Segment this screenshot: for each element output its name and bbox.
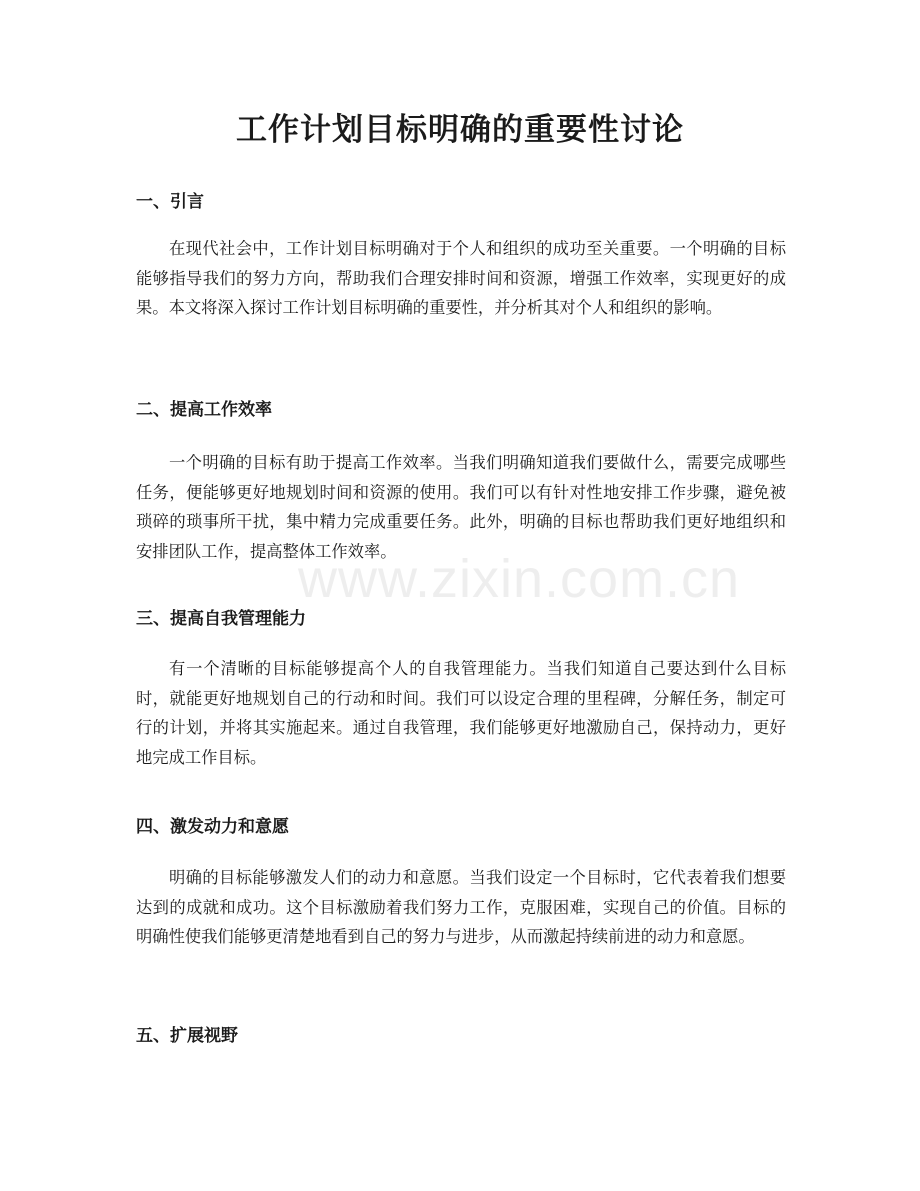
watermark: www.zixin.com.cn xyxy=(298,549,741,609)
section-heading-self-management: 三、提高自我管理能力 xyxy=(136,609,306,629)
section-paragraph-introduction: 在现代社会中，工作计划目标明确对于个人和组织的成功至关重要。一个明确的目标能够指导我们的努力方向，帮助我们合理安排时间和资源，增强工作效率，实现更好的成果。本文将深入探讨工作计划目标明确的重要性，并分析其对个人和组织的影响。 xyxy=(136,239,786,317)
document-title: 工作计划目标明确的重要性讨论 xyxy=(236,112,684,148)
section-paragraph-motivation: 明确的目标能够激发人们的动力和意愿。当我们设定一个目标时，它代表着我们想要达到的成就和成功。这个目标激励着我们努力工作，克服困难，实现自己的价值。目标的明确性使我们能够更清楚地看到自己的努力与进步，从而激起持续前进的动力和意愿。 xyxy=(136,868,786,946)
section-heading-efficiency: 二、提高工作效率 xyxy=(136,400,272,420)
section-paragraph-efficiency: 一个明确的目标有助于提高工作效率。当我们明确知道我们要做什么，需要完成哪些任务，便能够更好地规划时间和资源的使用。我们可以有针对性地安排工作步骤，避免被琐碎的琐事所干扰，集中精力完成重要任务。此外，明确的目标也帮助我们更好地组织和安排团队工作，提高整体工作效率。 xyxy=(136,453,786,561)
section-heading-motivation: 四、激发动力和意愿 xyxy=(136,817,289,837)
section-paragraph-self-management: 有一个清晰的目标能够提高个人的自我管理能力。当我们知道自己要达到什么目标时，就能更好地规划自己的行动和时间。我们可以设定合理的里程碑，分解任务，制定可行的计划，并将其实施起来。通过自我管理，我们能够更好地激励自己，保持动力，更好地完成工作目标。 xyxy=(136,659,786,767)
section-heading-introduction: 一、引言 xyxy=(136,192,204,212)
section-heading-broaden-horizons: 五、扩展视野 xyxy=(136,1026,238,1046)
